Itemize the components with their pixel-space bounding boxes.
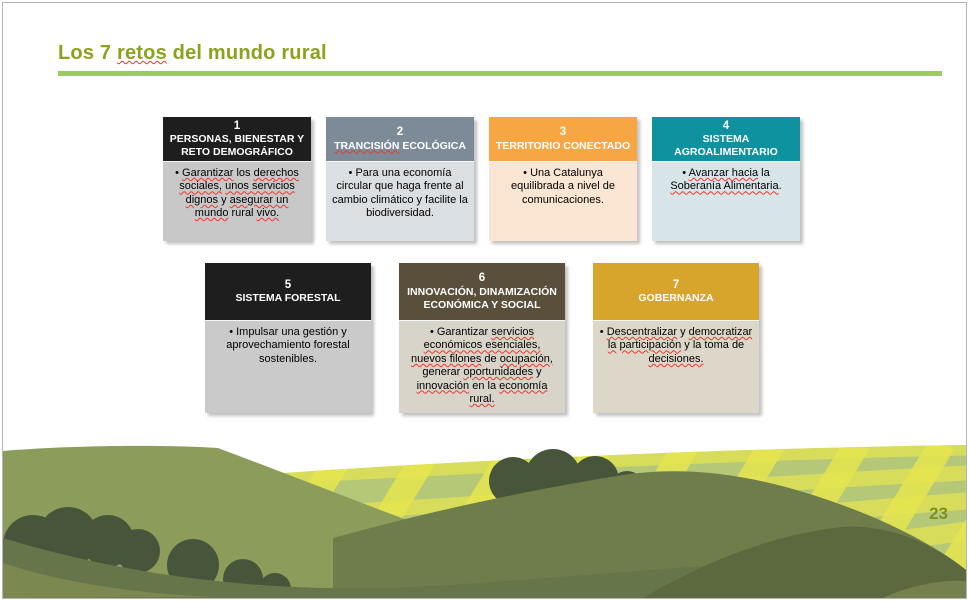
text-segment: ocupación, [499, 352, 553, 365]
text-segment: innovación [416, 379, 470, 392]
text-segment: retos [117, 42, 167, 64]
text-segment: oportunidades [463, 366, 534, 379]
card-header [652, 117, 800, 161]
text-segment: SISTEMA AGROALIMENTARIO [674, 133, 778, 158]
challenge-card-3 [489, 117, 637, 241]
text-segment: de [481, 352, 500, 365]
text-segment: y [533, 366, 542, 379]
text-segment: economía rural. [469, 379, 548, 406]
card-title [209, 292, 367, 305]
text-segment: • [599, 326, 607, 338]
text-segment: Garantizar [182, 167, 234, 179]
card-body-text [163, 161, 311, 241]
card-header [163, 117, 311, 161]
text-segment: y [218, 193, 230, 206]
card-body-text [593, 320, 759, 413]
card-row-2 [205, 263, 759, 413]
card-body-text [205, 320, 371, 413]
text-segment: Los 7 [58, 42, 117, 64]
card-number: 1 [233, 119, 241, 132]
text-segment: y la toma de [681, 339, 745, 352]
text-segment: vivo. [256, 207, 280, 220]
text-segment: • Garantizar [429, 326, 492, 338]
text-segment: Avanzar hacia [688, 167, 759, 179]
challenge-card-7 [593, 263, 759, 413]
text-segment: decisiones. [648, 352, 704, 365]
card-header [205, 263, 371, 320]
card-title [656, 133, 796, 158]
card-title [493, 140, 633, 152]
card-number: 4 [722, 119, 730, 132]
text-segment: SISTEMA FORESTAL [235, 292, 341, 305]
card-number: 2 [396, 126, 404, 139]
text-segment: rural [228, 207, 257, 220]
text-segment: TERRITORIO CONECTADO [495, 139, 631, 152]
text-segment: la [758, 167, 770, 179]
card-body-text [399, 320, 565, 413]
text-segment: asegurar un mundo [194, 193, 289, 220]
card-header [593, 263, 759, 320]
card-title [167, 133, 307, 158]
text-segment: • Para una economía circular que haga frente al cambio climático y facilite la biodiversidad. [332, 167, 468, 220]
text-segment: participación [619, 339, 682, 352]
card-number: 5 [284, 278, 292, 291]
card-number: 7 [672, 278, 680, 291]
text-segment: del mundo rural [166, 42, 327, 64]
card-title [330, 140, 470, 152]
text-segment: generar [422, 366, 464, 379]
card-row-1 [163, 117, 800, 241]
text-segment: • [175, 167, 183, 179]
page-number: 23 [929, 504, 948, 523]
text-segment: unos servicios dignos [185, 180, 295, 206]
text-segment: ECOLÓGICA [399, 139, 466, 152]
text-segment: INNOVACIÓN, DINAMIZACIÓN ECONÓMICA Y SOCIAL [407, 285, 557, 311]
text-segment: • [682, 167, 689, 179]
text-segment: TRANCISIÓN [334, 139, 400, 152]
text-segment: los [233, 167, 254, 179]
text-segment: en la [469, 379, 500, 392]
text-segment: derechos sociales, [179, 167, 299, 193]
rural-landscape-illustration [3, 443, 966, 598]
challenge-card-1 [163, 117, 311, 241]
challenge-card-5 [205, 263, 371, 413]
text-segment: • Impulsar una gestión y aprovechamiento forestal sostenibles. [226, 326, 350, 365]
challenge-card-4 [652, 117, 800, 241]
text-segment: GOBERNANZA [638, 292, 714, 305]
title-underline-rule [58, 71, 942, 76]
card-number: 3 [559, 126, 567, 139]
card-header [326, 117, 474, 161]
card-body-text [326, 161, 474, 241]
text-segment: democratizar la [607, 326, 753, 352]
card-title [403, 286, 561, 312]
text-segment: . [778, 180, 782, 193]
text-segment: servicios económicos esenciales, [423, 326, 541, 352]
card-title [597, 292, 755, 305]
card-header [399, 263, 565, 320]
text-segment: PERSONAS, BIENESTAR Y RETO DEMOGRÁFICO [169, 133, 305, 158]
card-body-text [489, 161, 637, 241]
card-body-text [652, 161, 800, 241]
challenge-card-6 [399, 263, 565, 413]
page-title [58, 42, 327, 65]
card-number: 6 [478, 272, 486, 285]
card-header [489, 117, 637, 161]
text-segment: Soberanía Alimentaria [670, 180, 779, 193]
text-segment: y [677, 326, 689, 338]
text-segment: • Una Catalunya equilibrada a nivel de comunicaciones. [511, 167, 615, 206]
challenge-card-2 [326, 117, 474, 241]
text-segment: Descentralizar [606, 326, 678, 338]
text-segment: nuevos filones [411, 352, 482, 365]
